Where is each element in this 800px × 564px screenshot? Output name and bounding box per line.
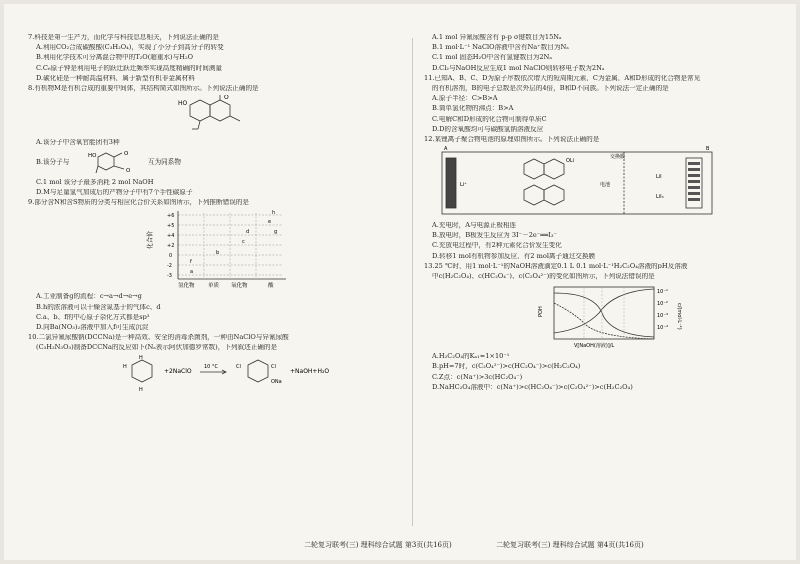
q10-reagent: +2NaClO (164, 367, 192, 375)
q12-label-lii3: LiI₃ (656, 194, 664, 201)
q12-battery-diagram (424, 146, 784, 218)
q8-option-b (36, 149, 400, 175)
q10-label-h-left: H (123, 363, 127, 370)
q10-label-cl-left: Cl (236, 363, 241, 370)
molecule-m-drawing (28, 95, 400, 135)
q12-option-d: D.转移1 mol有机物参加反应，有2 mol离子通过交换膜 (432, 252, 596, 260)
q13-option-c: C.Z点：c(Na⁺)>3c(HC₂O₄⁻) (432, 373, 523, 381)
q10-option-b: B.1 mol·L⁻¹ NaClO溶液中含有Na⁺数目为Nₐ (432, 44, 569, 51)
q10-reaction (28, 355, 400, 397)
q12-label-cell: 电池 (600, 182, 611, 189)
titration-plot (424, 283, 784, 349)
q9-cat-2: 氧化物 (231, 283, 248, 290)
q10-option-d: D.Cl₂与NaOH反应生成1 mol NaClO则转移电子数为2Nₐ (432, 64, 605, 72)
q13-rtick-3: 10⁻⁴ (657, 325, 669, 332)
q13-rtick-2: 10⁻³ (657, 313, 669, 320)
q12-label-lii: LiI (656, 174, 662, 181)
q12-label-oli: OLi (566, 158, 575, 165)
q13-rtick-0: 10⁻¹ (657, 289, 669, 296)
q8-b-label-ho: HO (88, 153, 97, 160)
q9-cat-1: 单质 (208, 283, 220, 290)
q8-m-label-ho: HO (178, 100, 188, 108)
q9-point-a: a (190, 269, 194, 276)
q9-valence-chart (28, 209, 400, 289)
q10-option-a: A.1 mol 异氰尿酸含有 p-p σ键数目为15Nₐ (432, 34, 562, 41)
q11-option-d: D.D的含氧酸均可与碳酸氢钠溶液反应 (432, 125, 544, 133)
q12-option-c: C.充放电过程中，有2种元素化合价发生变化 (432, 242, 562, 250)
q9-ylabel: 化合价 (147, 231, 154, 250)
q9-ytick-1: +5 (167, 223, 175, 230)
q9-cat-0: 氢化物 (178, 283, 195, 290)
q13-option-d: D.NaHC₂O₄溶液中：c(Na⁺)>c(HC₂O₄⁻)>c(C₂O₄²⁻)>c(H₂C₂O₄) (432, 383, 633, 391)
q12-label-a: A (444, 146, 448, 153)
q11-option-c: C.电解C和D形成的化合物可制得单质C (432, 115, 547, 123)
q13-stem-2: 中c(H₂C₂O₄)、c(HC₂O₄⁻)、c(C₂O₄²⁻)的变化如图所示，下列说法错误的是 (432, 273, 655, 280)
q8-b-label-o1: O (124, 151, 129, 158)
q13-titration-graph (424, 283, 784, 349)
battery-drawing (424, 146, 784, 218)
q13-xlabel: V[NaOH(溶液)]/L (574, 343, 615, 350)
q13-rtick-1: 10⁻² (657, 301, 669, 308)
q9-point-c: c (242, 239, 245, 246)
q10-products: +NaOH+H₂O (290, 367, 330, 375)
q12-option-a: A.充电时，A与电源正极相连 (432, 222, 517, 229)
reaction-scheme (28, 355, 400, 397)
valence-diagram (28, 209, 400, 289)
q13-ylabel: POH (538, 306, 544, 318)
q13-option-a: A.H₂C₂O₄的Kₐ₁≈1×10⁻¹ (432, 353, 510, 360)
q9-option-d: D.向Ba(NO₃)₂溶液中加入f可生成沉淀 (36, 324, 149, 331)
right-column (424, 34, 784, 532)
q10-label-h-top: H (139, 354, 143, 361)
q12-label-b: B (706, 146, 710, 153)
q9-cat-3: 酸 (268, 283, 274, 290)
q8-b-label-o2: O (126, 168, 131, 175)
left-column (28, 34, 400, 532)
q10-label-ona: ONa (271, 378, 282, 385)
q9-ytick-2: +4 (167, 233, 175, 240)
q13-stem: 13.25 ℃时，用1 mol·L⁻¹的NaOH溶液滴定0.1 L 0.1 mol·L⁻¹H₂C₂O₄溶液的pH及溶液 (424, 262, 688, 270)
q10-label-h-bottom: H (139, 386, 143, 393)
footer-page-3: 二轮复习联考(三) 理科综合试题 第3页(共16页) (304, 541, 452, 549)
q10-label-cl-right: Cl (271, 363, 276, 370)
q11-option-b: B.简单氢化物的沸点：B>A (432, 105, 514, 112)
q9-option-a: A.工业制备g的流程：c→a→d→e→g (36, 293, 142, 301)
q9-ytick-4: 0 (169, 253, 173, 260)
q9-point-h: h (272, 210, 276, 217)
q12-label-membrane: 交换膜 (610, 154, 626, 161)
q13-y2label: c/(mol·L⁻¹) (676, 303, 682, 330)
q10-stem-2: (C₃H₃N₃O₃)制备DCCNa的反应如下(Nₐ表示阿伏加德罗常数)，下列叙述正确的是 (36, 344, 278, 351)
q13-option-b: B.pH=7时，c(C₂O₄²⁻)>c(HC₂O₄⁻)>c(H₂C₂O₄) (432, 363, 581, 370)
q8-option-b-suffix: 互为同系物 (148, 158, 181, 167)
q8-stem: 8.有机物M是有机合成的重要中间体，其结构简式如图所示。下列说法正确的是 (28, 84, 259, 92)
q8-structure-m (28, 95, 400, 135)
q9-ytick-0: +6 (167, 213, 175, 220)
q12-label-li-ion: Li⁺ (460, 182, 467, 189)
q9-ytick-3: +2 (167, 243, 175, 250)
q9-point-f: f (190, 259, 192, 266)
q9-option-b: B.h的浓溶液可以干燥含氮基于的气体c、d (36, 303, 161, 311)
q11-stem: 11.已知A、B、C、D为原子序数依次增大的短周期元素，C为金属，A和D形成的化合物是常见 (424, 74, 701, 82)
q9-ytick-5: -2 (167, 263, 172, 270)
q10-stem: 10.二氯异氰尿酸钠(DCCNa)是一种高效、安全的消毒杀菌剂，一种由NaClO与异氰尿酸 (28, 334, 289, 341)
q10-option-c: C.1 mol 固态H₂O中含有氢键数目为2Nₐ (432, 54, 552, 61)
q7-stem: 7.科技是第一生产力，而化学与科技息息相关，下列说法正确的是 (28, 34, 219, 41)
q7-option-b: B.利用化学技术可分离混合物中的T₂O(超重水)与H₂O (36, 54, 194, 61)
footer-page-4: 二轮复习联考(三) 理科综合试题 第4页(共16页) (496, 541, 644, 549)
q8-option-a: A.该分子中含氧官能团有3种 (36, 139, 120, 146)
q9-point-d: d (246, 229, 250, 236)
q12-stem: 12.某锂离子聚合物电池的原理如图所示。下列说法正确的是 (424, 135, 600, 143)
q9-point-e: e (268, 219, 272, 226)
q12-option-b: B.放电时，B极发生反应为 3I⁻－2e⁻══I₃⁻ (432, 232, 557, 239)
q9-option-c: C.a、b、f的中心原子杂化方式都是sp³ (36, 313, 150, 321)
q11-stem-2: 的有机溶剂，B的电子总数是次外层的4倍，B和D不同族。下列说法一定正确的是 (432, 84, 669, 92)
q7-option-c: C.C₆原子钟是利用电子的跃迁跃迁频率实现高度精确的时间测量 (36, 64, 223, 72)
q8-option-c: C.1 mol 该分子最多消耗 2 mol NaOH (36, 178, 154, 186)
q7-option-d: D.碳化硅是一种耐高温材料，属于新型有机非金属材料 (36, 74, 195, 82)
exam-sheet (4, 4, 796, 560)
q9-point-b: b (216, 250, 220, 257)
q9-ytick-6: -3 (167, 273, 172, 280)
q9-point-g: g (274, 229, 278, 236)
q9-stem: 9.部分含N和含S物质的分类与相应化合价关系如图所示，下列推断错误的是 (28, 199, 249, 206)
q10-condition: 10 °C (204, 363, 218, 370)
q8-m-label-o: O (224, 95, 229, 102)
column-divider (412, 38, 413, 526)
q8-option-d: D.M与足量氢气加成后的产物分子中有7个手性碳原子 (36, 189, 193, 196)
q7-option-a: A.利用CO₂合成碳酸酸(C₃H₂O₄)，实现了小分子到高分子的转变 (36, 44, 224, 51)
q11-option-a: A.原子半径：C>B>A (432, 95, 498, 102)
q8-b-structure (84, 149, 144, 175)
q8-option-b-prefix: B.该分子与 (36, 158, 70, 167)
